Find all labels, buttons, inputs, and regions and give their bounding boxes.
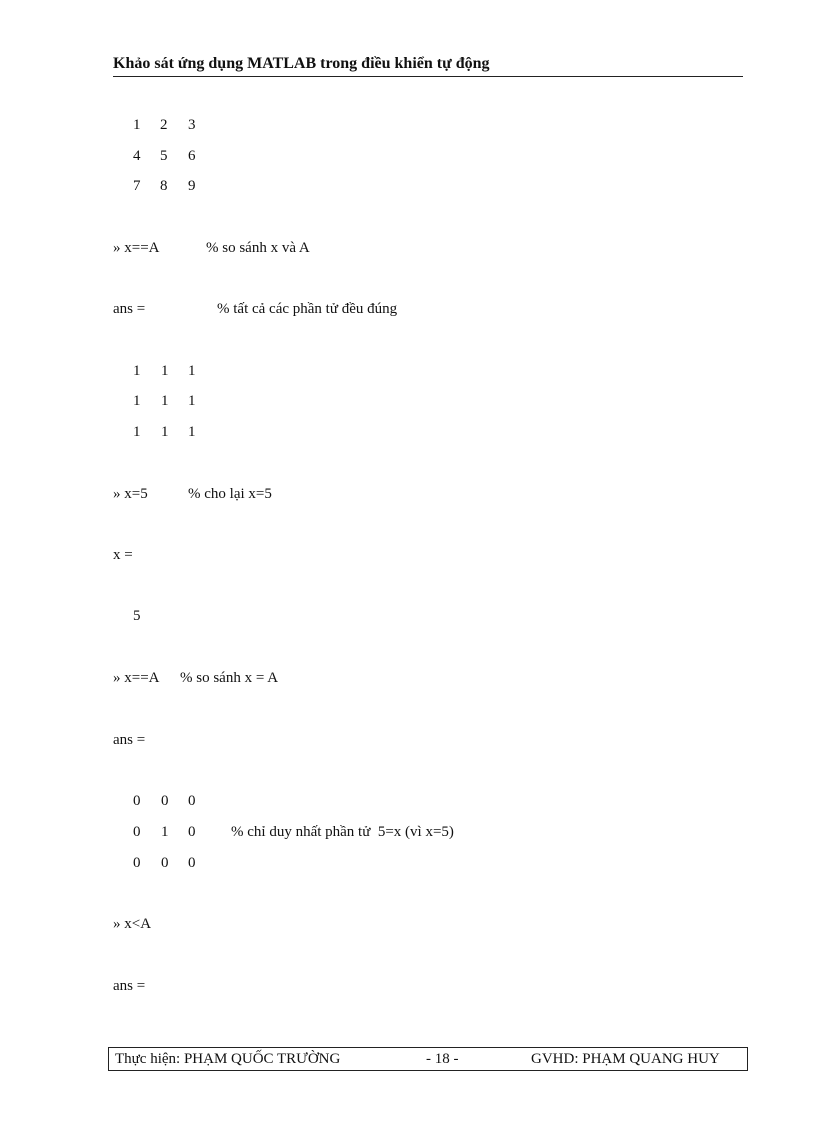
matrix-cell: 3 [188,117,196,133]
matrix-cell: 0 [133,793,141,809]
matrix-cell: 0 [161,855,169,871]
x-value: 5 [133,608,141,624]
command-prompt: » x<A [113,916,152,932]
matrix-cell: 1 [161,393,169,409]
page-header [113,54,743,77]
command-prompt: » x==A [113,670,160,686]
matrix-cell: 0 [133,855,141,871]
page-footer [108,1047,748,1071]
matrix-cell: 0 [188,824,196,840]
matrix-cell: 0 [188,793,196,809]
ans-label: ans = [113,978,146,994]
matrix-cell: 1 [188,363,196,379]
matrix-cell: 4 [133,148,141,164]
matrix-cell: 0 [188,855,196,871]
matrix-cell: 7 [133,178,141,194]
command-comment: % so sánh x và A [206,240,310,256]
matrix-cell: 1 [188,393,196,409]
matrix-cell: 1 [161,824,169,840]
ans-label: ans = [113,732,146,748]
x-label: x = [113,547,133,563]
matrix-cell: 1 [133,424,141,440]
matrix-cell: 5 [160,148,168,164]
header-title: Khảo sát ứng dụng MATLAB trong điều khiển tự động [113,55,490,72]
matrix-comment: % chỉ duy nhất phần tử 5=x (vì x=5) [231,824,454,840]
page-number: - 18 - [426,1051,459,1067]
command-prompt: » x=5 [113,486,148,502]
matrix-cell: 0 [133,824,141,840]
matrix-cell: 2 [160,117,168,133]
matrix-cell: 9 [188,178,196,194]
command-comment: % cho lại x=5 [188,486,272,502]
matrix-cell: 1 [133,117,141,133]
ans-comment: % tất cả các phần tử đều đúng [217,301,398,317]
matrix-cell: 6 [188,148,196,164]
footer-author: Thực hiện: PHẠM QUỐC TRƯỜNG [115,1051,341,1067]
matrix-cell: 1 [188,424,196,440]
ans-label: ans = [113,301,146,317]
command-comment: % so sánh x = A [180,670,279,686]
footer-advisor: GVHD: PHẠM QUANG HUY [531,1051,720,1067]
matrix-cell: 1 [133,393,141,409]
matrix-cell: 1 [161,363,169,379]
matrix-cell: 1 [133,363,141,379]
matrix-cell: 1 [161,424,169,440]
matrix-cell: 0 [161,793,169,809]
matrix-cell: 8 [160,178,168,194]
command-prompt: » x==A [113,240,160,256]
